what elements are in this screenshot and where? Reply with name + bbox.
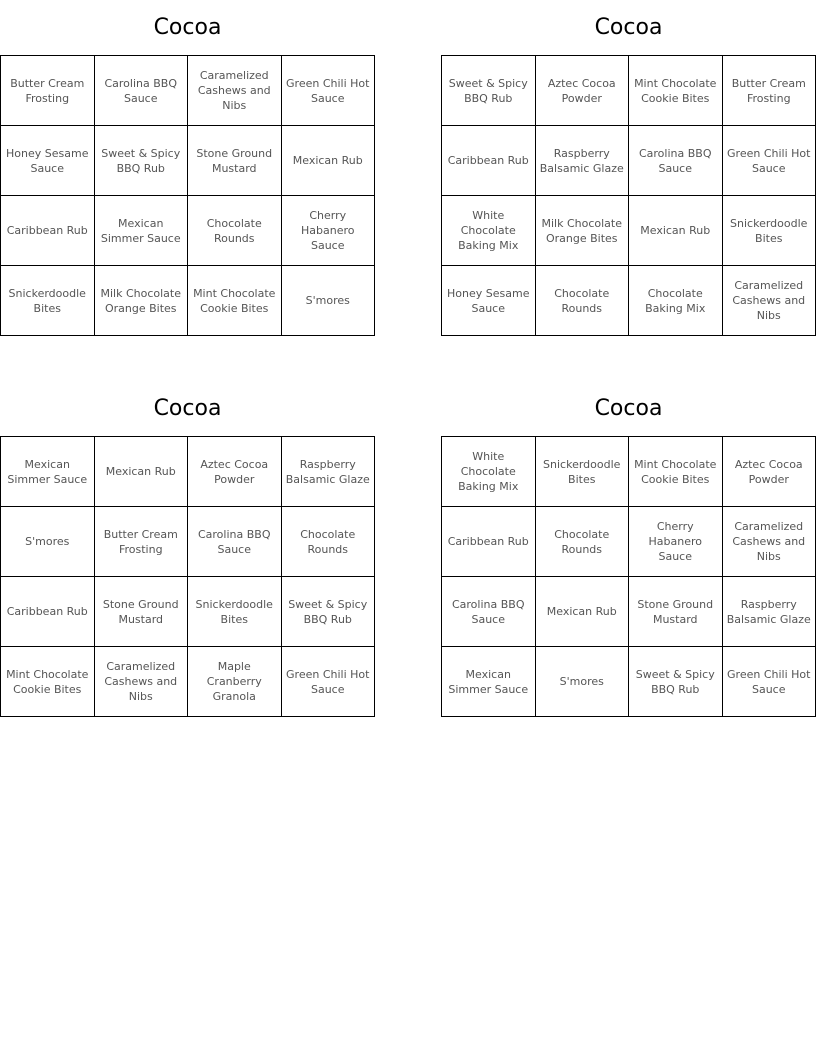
bingo-cell: Mint Chocolate Cookie Bites <box>188 266 282 336</box>
bingo-cell: S'mores <box>282 266 376 336</box>
bingo-cell: Honey Sesame Sauce <box>442 266 536 336</box>
bingo-cell: Snickerdoodle Bites <box>1 266 95 336</box>
bingo-cell: Maple Cranberry Granola <box>188 647 282 717</box>
bingo-cell: Snickerdoodle Bites <box>536 437 630 507</box>
bingo-cell: Sweet & Spicy BBQ Rub <box>95 126 189 196</box>
bingo-cell: Mexican Simmer Sauce <box>1 437 95 507</box>
card-title: Cocoa <box>594 396 663 421</box>
bingo-cell: Milk Chocolate Orange Bites <box>536 196 630 266</box>
bingo-cell: Raspberry Balsamic Glaze <box>282 437 376 507</box>
bingo-cell: Green Chili Hot Sauce <box>723 126 816 196</box>
bingo-cell: Aztec Cocoa Powder <box>723 437 816 507</box>
bingo-cell: Raspberry Balsamic Glaze <box>536 126 630 196</box>
card-grid <box>441 436 816 717</box>
bingo-cell: Carolina BBQ Sauce <box>188 507 282 577</box>
bingo-cell: Caribbean Rub <box>1 577 95 647</box>
bingo-cell: Caramelized Cashews and Nibs <box>188 56 282 126</box>
card-grid <box>441 55 816 336</box>
bingo-cell: Carolina BBQ Sauce <box>442 577 536 647</box>
bingo-cell: Snickerdoodle Bites <box>188 577 282 647</box>
bingo-cell: White Chocolate Baking Mix <box>442 437 536 507</box>
bingo-cell: Honey Sesame Sauce <box>1 126 95 196</box>
bingo-cell: Butter Cream Frosting <box>723 56 816 126</box>
bingo-cell: S'mores <box>536 647 630 717</box>
bingo-cell: Mint Chocolate Cookie Bites <box>629 56 723 126</box>
bingo-cell: Caramelized Cashews and Nibs <box>723 507 816 577</box>
bingo-cell: Raspberry Balsamic Glaze <box>723 577 816 647</box>
card-grid <box>0 55 375 336</box>
bingo-cell: Cherry Habanero Sauce <box>629 507 723 577</box>
bingo-cell: Mexican Simmer Sauce <box>442 647 536 717</box>
bingo-cell: Sweet & Spicy BBQ Rub <box>442 56 536 126</box>
bingo-cell: White Chocolate Baking Mix <box>442 196 536 266</box>
card-title: Cocoa <box>153 396 222 421</box>
bingo-cell: Snickerdoodle Bites <box>723 196 816 266</box>
bingo-cell: Chocolate Rounds <box>188 196 282 266</box>
bingo-cell: Butter Cream Frosting <box>1 56 95 126</box>
bingo-cell: Caramelized Cashews and Nibs <box>95 647 189 717</box>
bingo-cell: Carolina BBQ Sauce <box>629 126 723 196</box>
bingo-cell: Stone Ground Mustard <box>95 577 189 647</box>
bingo-cell: Green Chili Hot Sauce <box>282 56 376 126</box>
bingo-cell: Mint Chocolate Cookie Bites <box>1 647 95 717</box>
bingo-cell: Chocolate Rounds <box>536 266 630 336</box>
card-grid <box>0 436 375 717</box>
bingo-cell: Caribbean Rub <box>442 507 536 577</box>
bingo-cell: Chocolate Rounds <box>536 507 630 577</box>
bingo-cell: Mexican Rub <box>629 196 723 266</box>
bingo-cell: Milk Chocolate Orange Bites <box>95 266 189 336</box>
bingo-cell: Sweet & Spicy BBQ Rub <box>282 577 376 647</box>
bingo-cell: Mexican Rub <box>95 437 189 507</box>
bingo-cell: Aztec Cocoa Powder <box>188 437 282 507</box>
bingo-cell: Caribbean Rub <box>442 126 536 196</box>
card-title: Cocoa <box>594 15 663 40</box>
bingo-cell: Mexican Rub <box>282 126 376 196</box>
bingo-cell: Chocolate Baking Mix <box>629 266 723 336</box>
bingo-cell: Mexican Simmer Sauce <box>95 196 189 266</box>
bingo-cell: Chocolate Rounds <box>282 507 376 577</box>
bingo-cell: Sweet & Spicy BBQ Rub <box>629 647 723 717</box>
bingo-cell: Stone Ground Mustard <box>188 126 282 196</box>
bingo-cell: Caribbean Rub <box>1 196 95 266</box>
bingo-cell: Mint Chocolate Cookie Bites <box>629 437 723 507</box>
bingo-cell: Aztec Cocoa Powder <box>536 56 630 126</box>
bingo-cell: Stone Ground Mustard <box>629 577 723 647</box>
bingo-cell: Green Chili Hot Sauce <box>723 647 816 717</box>
bingo-cell: Mexican Rub <box>536 577 630 647</box>
bingo-cell: S'mores <box>1 507 95 577</box>
bingo-cell: Caramelized Cashews and Nibs <box>723 266 816 336</box>
bingo-cell: Green Chili Hot Sauce <box>282 647 376 717</box>
bingo-cell: Cherry Habanero Sauce <box>282 196 376 266</box>
bingo-cell: Butter Cream Frosting <box>95 507 189 577</box>
bingo-cell: Carolina BBQ Sauce <box>95 56 189 126</box>
card-title: Cocoa <box>153 15 222 40</box>
